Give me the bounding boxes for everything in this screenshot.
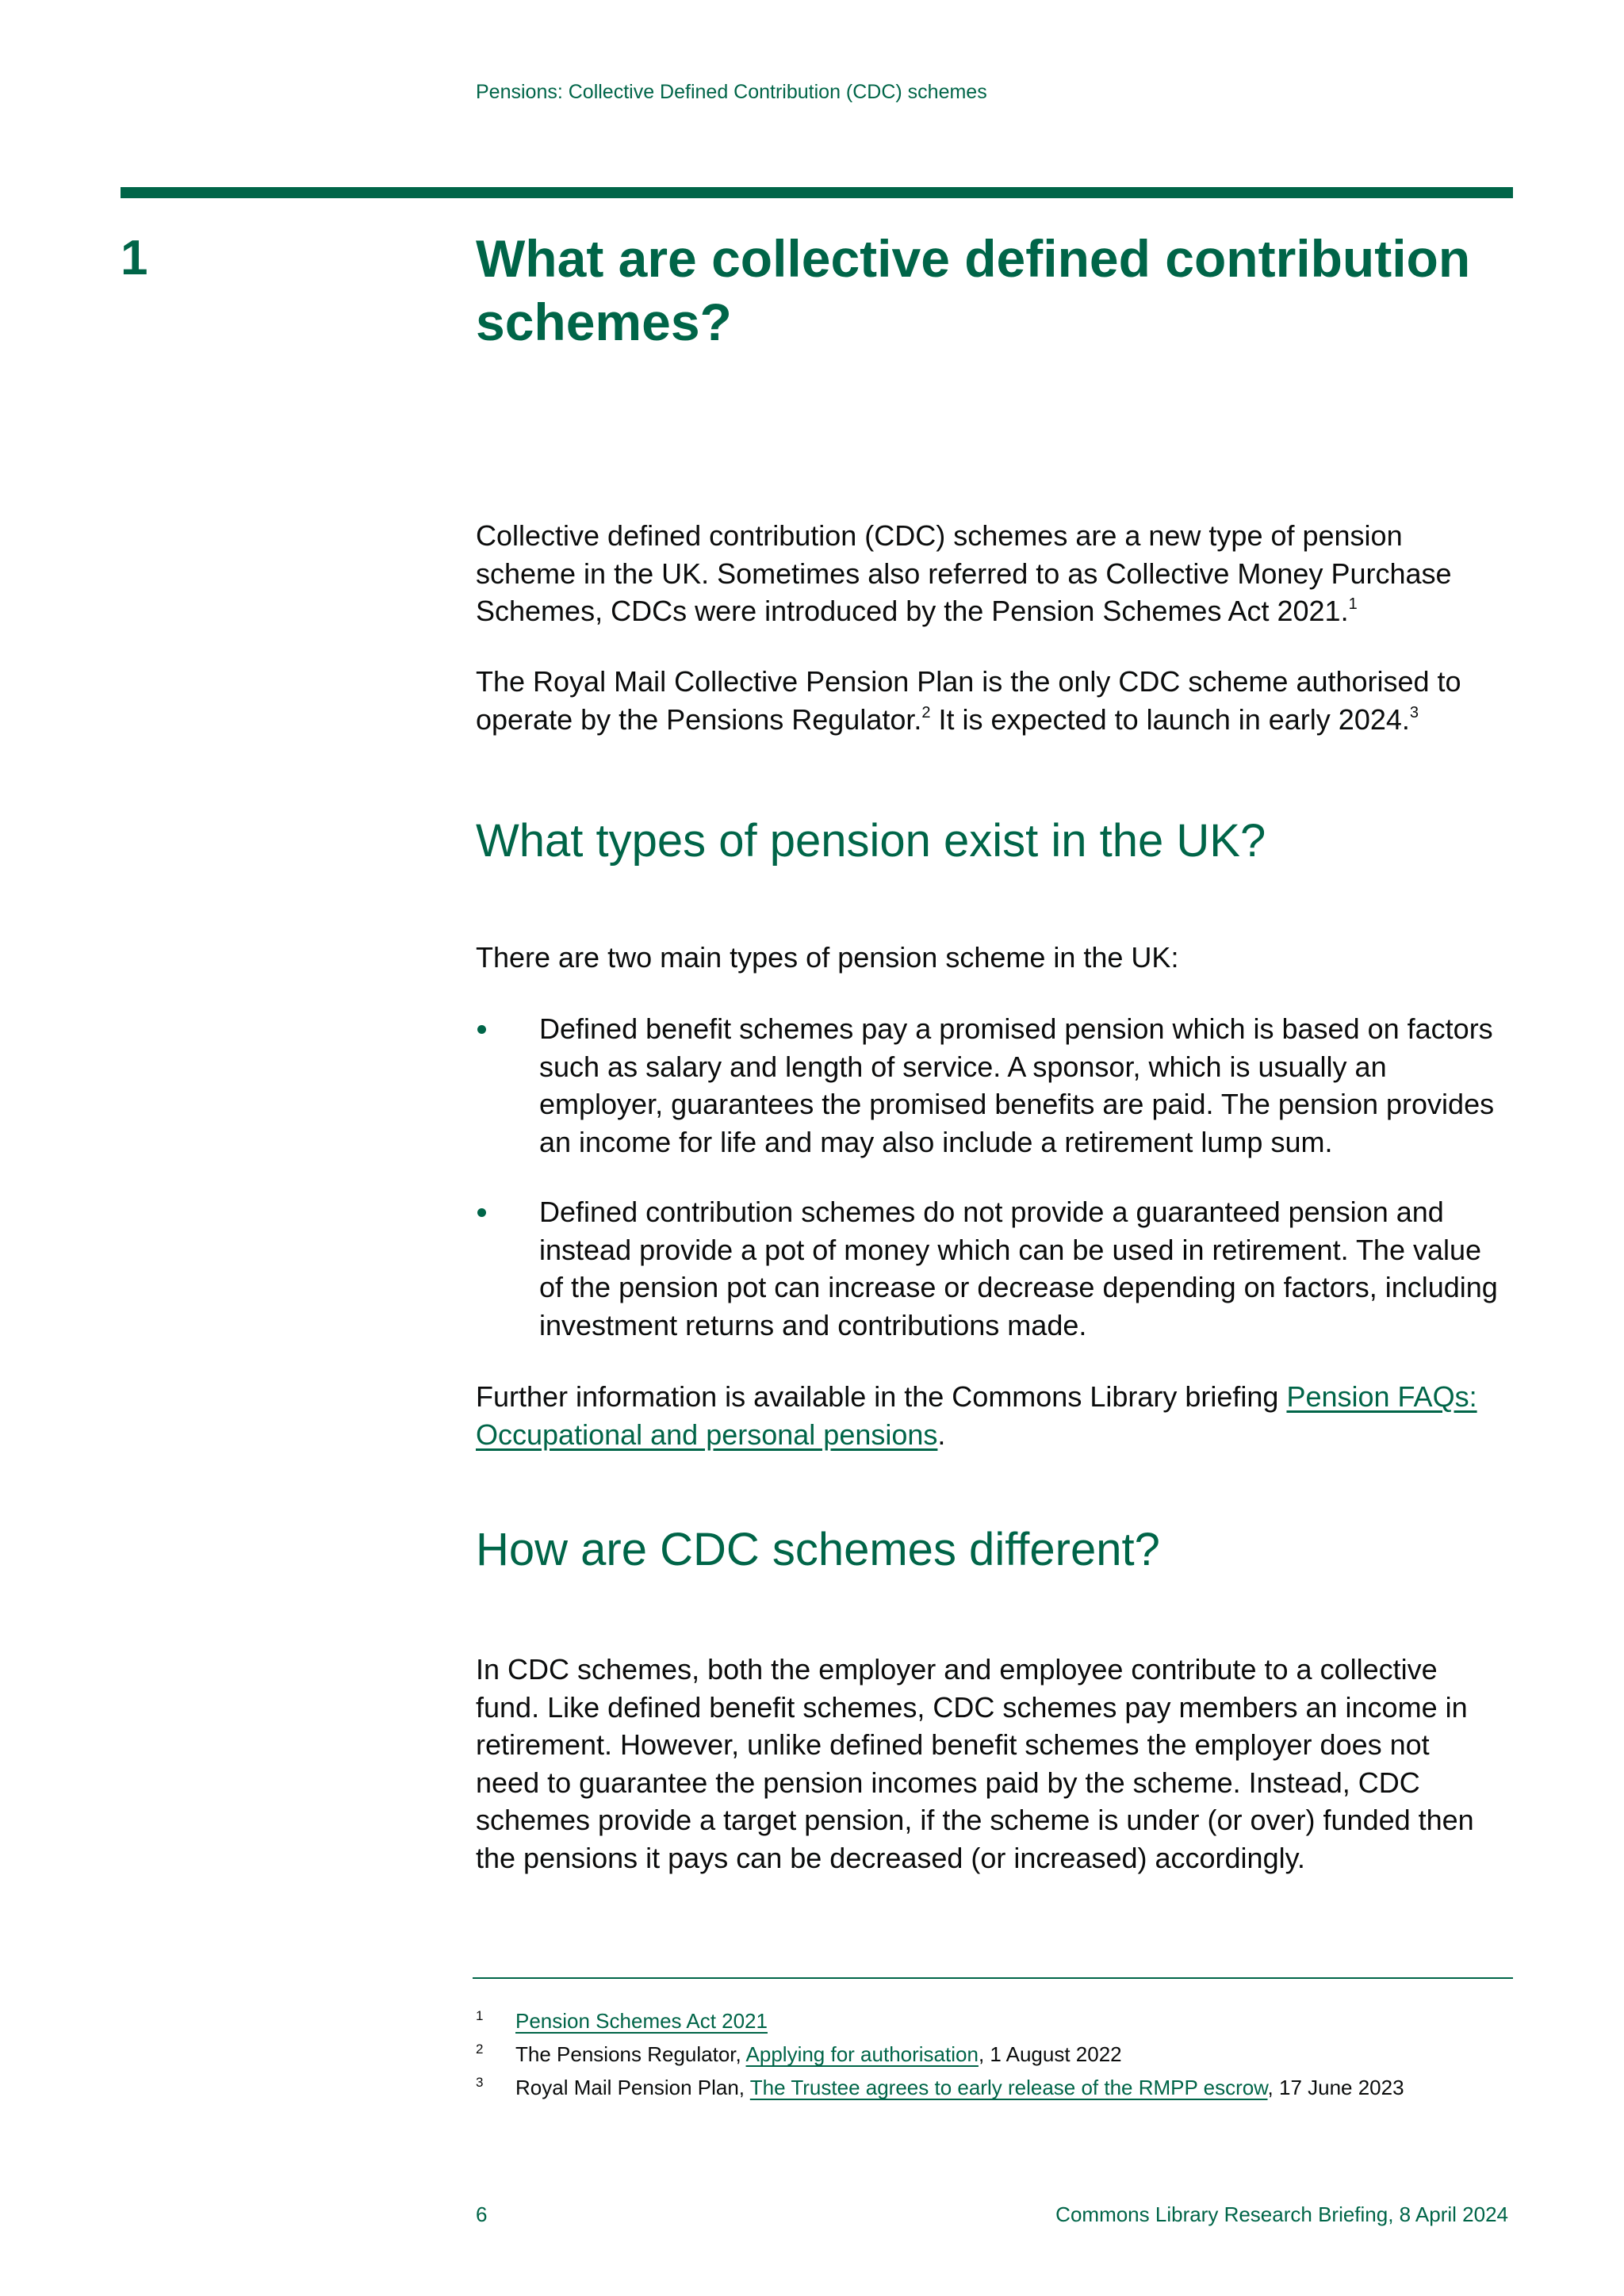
pension-types-list xyxy=(476,1010,1499,1344)
footnote-link-rmpp-escrow[interactable]: The Trustee agrees to early release of the RMPP escrow xyxy=(749,2076,1268,2099)
footnote-1 xyxy=(476,2004,1507,2038)
list-item-text: Defined benefit schemes pay a promised pension which is based on factors such as salary and length of service. A sponsor, which is usually an employer, guarantees the promised benefits are paid. The pension provides an income for life and may also include a retirement lump sum. xyxy=(539,1012,1495,1158)
footnote-link-pension-schemes-act[interactable]: Pension Schemes Act 2021 xyxy=(515,2009,768,2033)
footnote-3 xyxy=(476,2071,1507,2104)
intro-paragraph-1 xyxy=(476,517,1499,630)
list-item xyxy=(476,1193,1499,1344)
footnote-2 xyxy=(476,2038,1507,2071)
footnote-link-applying-authorisation[interactable]: Applying for authorisation xyxy=(745,2042,979,2066)
bullet-icon xyxy=(477,1208,486,1217)
section-pension-types-lead: There are two main types of pension scheme in the UK: xyxy=(476,941,1179,974)
section-heading-cdc-different: How are CDC schemes different? xyxy=(476,1524,1160,1575)
section-cdc-paragraph: In CDC schemes, both the employer and employee contribute to a collective fund. Like defined benefit schemes, CDC schemes pay members an income in retirement. However, unlike defined benefit schemes the employer does not need to guarantee the pension incomes paid by the scheme. Instead, CDC schemes provide a target pension, if the scheme is under (or over) funded then the pensions it pays can be decreased (or increased) accordingly. xyxy=(476,1653,1474,1874)
footnote-ref-1[interactable]: 1 xyxy=(1348,595,1358,613)
intro-paragraph-2 xyxy=(476,663,1499,738)
footnote-prefix: Royal Mail Pension Plan, xyxy=(515,2076,750,2099)
running-footer: Commons Library Research Briefing, 8 April 2024 xyxy=(1055,2202,1508,2226)
list-item-text: Defined contribution schemes do not provide a guaranteed pension and instead provide a pot of money which can be used in retirement. The value of the pension pot can increase or decrease depending on factors, including investment returns and contributions made. xyxy=(539,1196,1498,1341)
list-item xyxy=(476,1010,1499,1161)
chapter-rule xyxy=(121,187,1513,198)
footnote-divider xyxy=(473,1977,1513,1979)
running-header: Pensions: Collective Defined Contribution (CDC) schemes xyxy=(476,81,987,103)
intro-paragraph-2-text-a: The Royal Mail Collective Pension Plan is the only CDC scheme authorised to operate by the Pensions Regulator. xyxy=(476,665,1461,736)
bullet-icon xyxy=(477,1025,486,1034)
section-heading-pension-types: What types of pension exist in the UK? xyxy=(476,815,1266,867)
footnote-number: 1 xyxy=(476,2008,484,2023)
footnote-suffix: , 1 August 2022 xyxy=(978,2042,1122,2066)
intro-paragraph-2-text-b: It is expected to launch in early 2024. xyxy=(930,702,1410,736)
chapter-title: What are collective defined contribution schemes? xyxy=(476,229,1471,351)
footnote-number: 2 xyxy=(476,2042,484,2057)
further-info-paragraph xyxy=(476,1378,1499,1453)
further-info-text: Further information is available in the Commons Library briefing xyxy=(476,1380,1287,1413)
chapter-number: 1 xyxy=(121,231,148,285)
page-number: 6 xyxy=(476,2202,488,2226)
footnote-ref-2[interactable]: 2 xyxy=(921,703,931,721)
footnote-suffix: , 17 June 2023 xyxy=(1267,2076,1404,2099)
footnote-number: 3 xyxy=(476,2075,484,2090)
pension-faqs-link[interactable]: Pension FAQs: Occupational and personal pensions xyxy=(476,1380,1477,1451)
footnote-ref-3[interactable]: 3 xyxy=(1409,703,1419,721)
further-info-suffix: . xyxy=(937,1418,946,1451)
footnote-prefix: The Pensions Regulator, xyxy=(515,2042,746,2066)
footnotes xyxy=(476,2004,1507,2104)
intro-paragraph-1-text: Collective defined contribution (CDC) schemes are a new type of pension scheme in the UK. Sometimes also referred to as Collective Money Purchase Schemes, CDCs were introduced by the Pension Schemes Act 2021. xyxy=(476,519,1452,627)
